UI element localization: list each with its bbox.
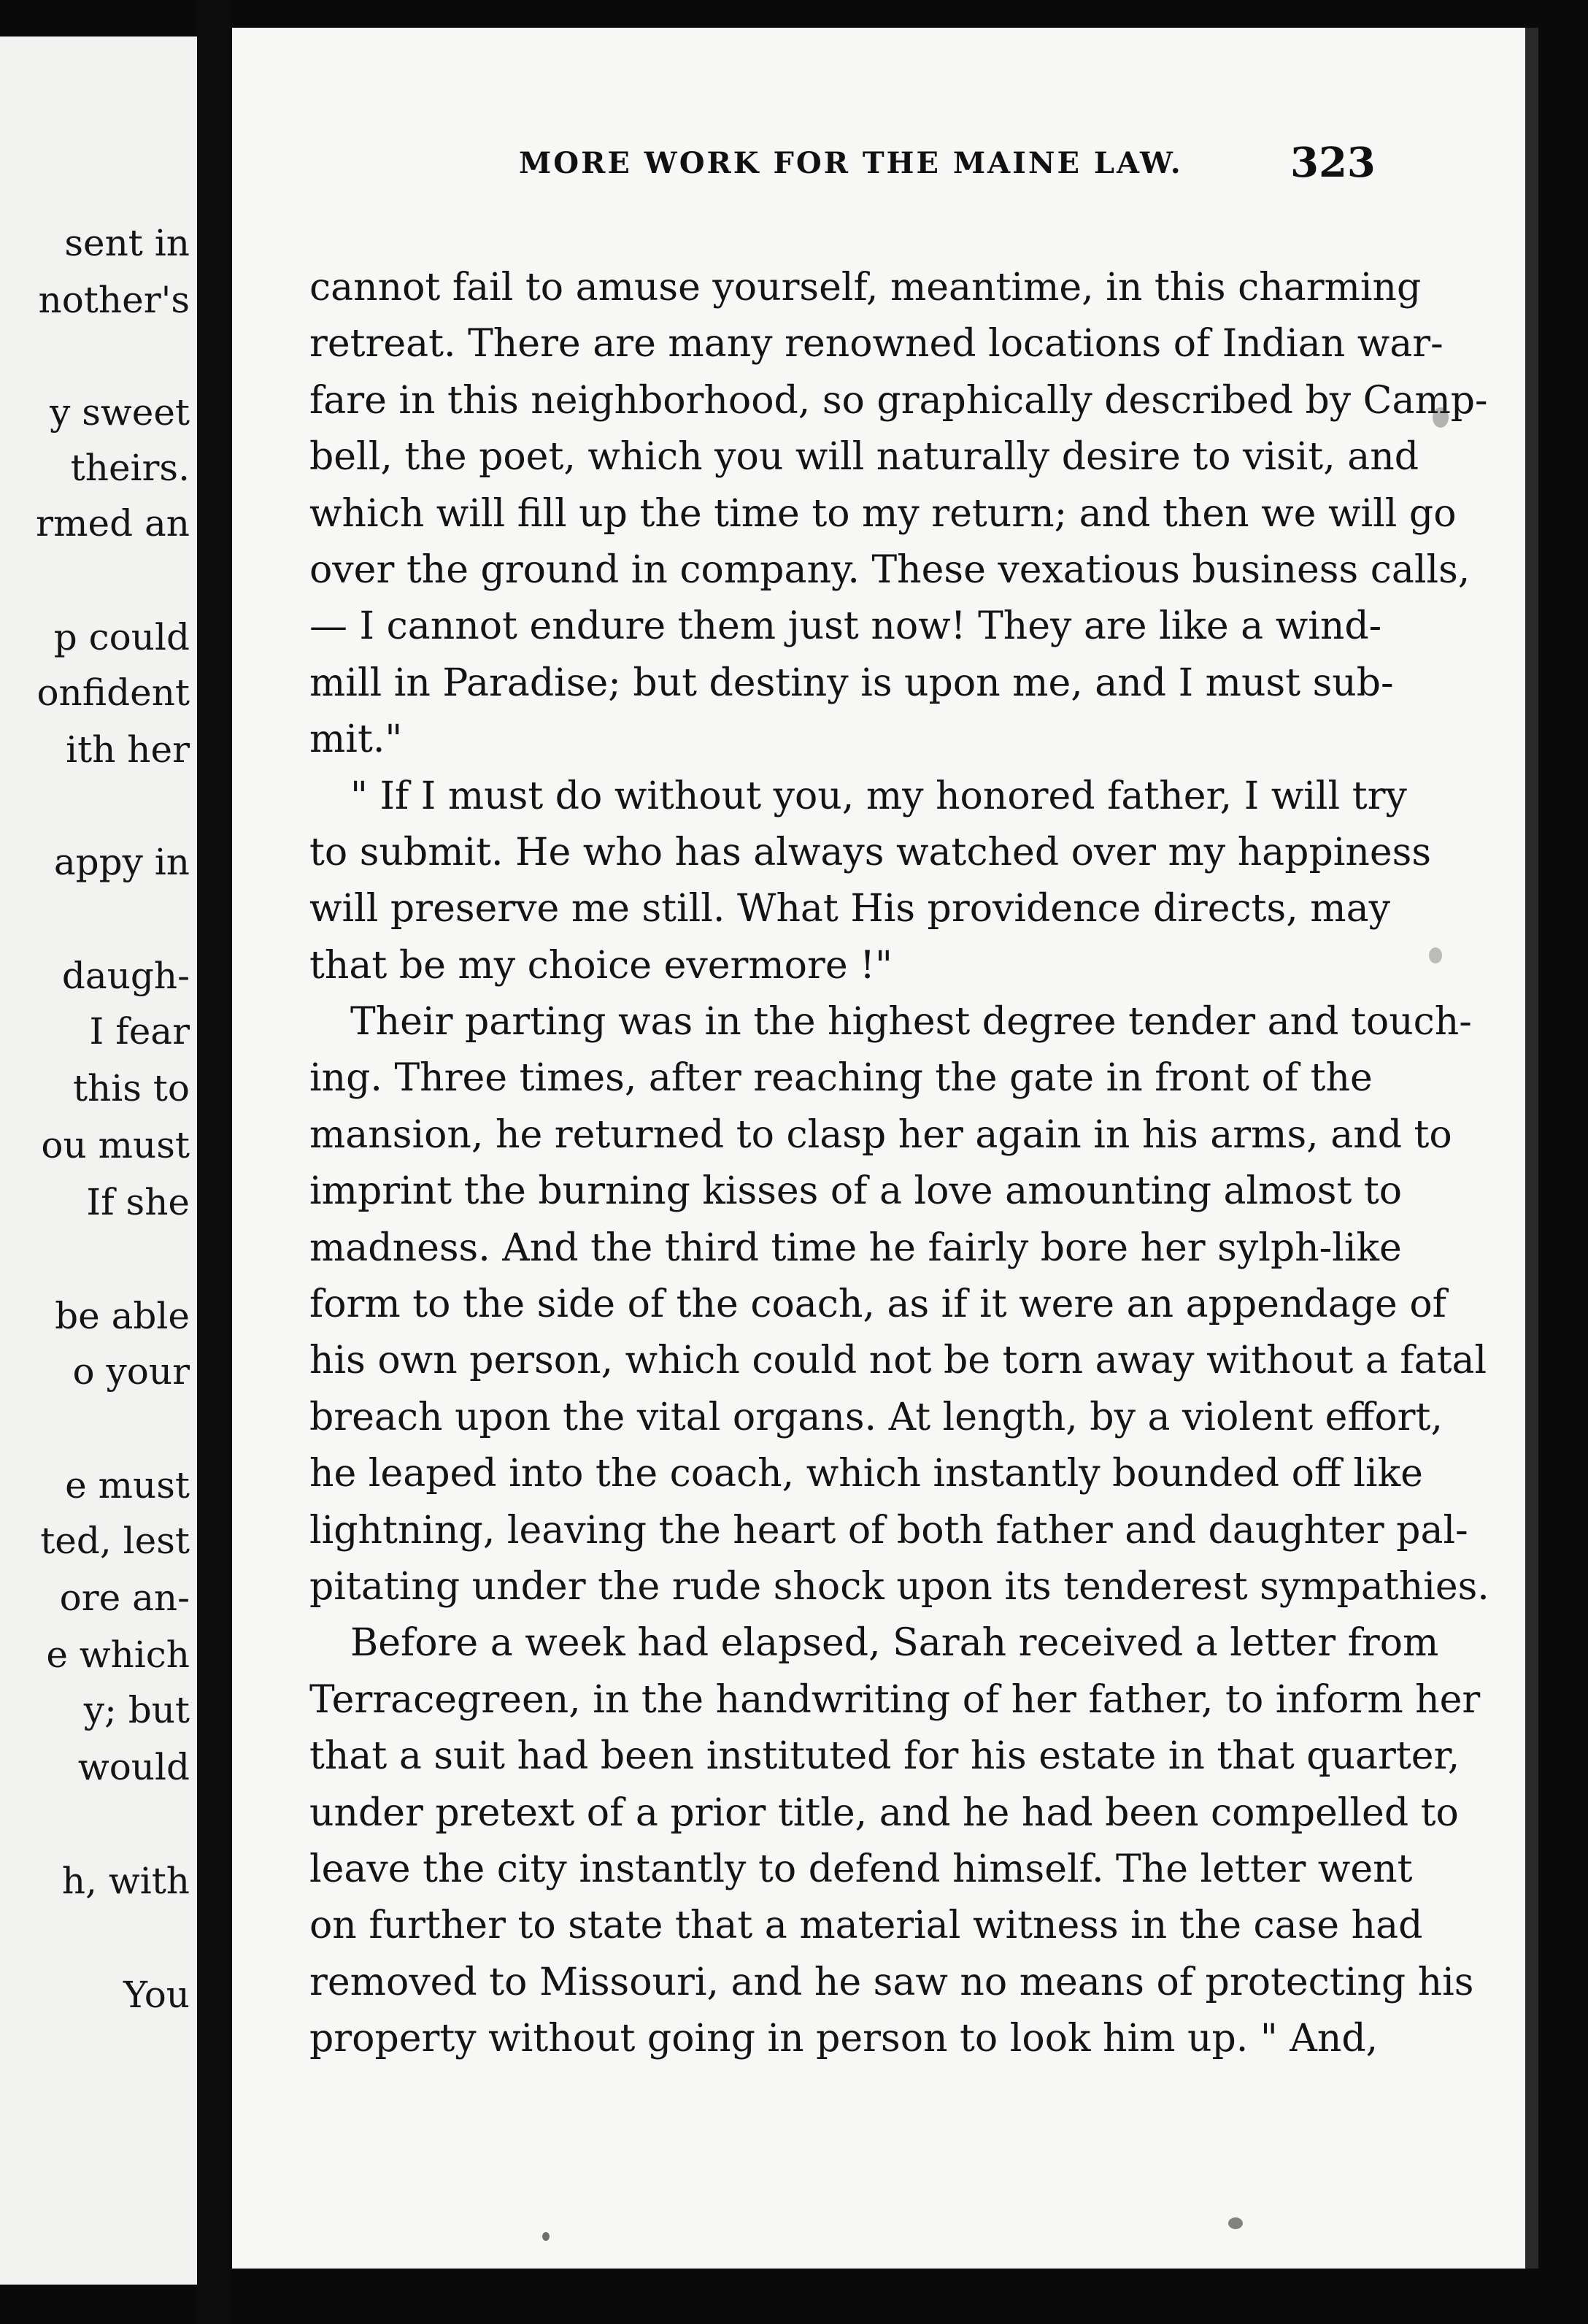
left-page-line: h, with [61,1860,190,1902]
text-line: Their parting was in the highest degree tender and touch- [350,1000,1472,1044]
text-line: fare in this neighborhood, so graphically described by Camp- [309,378,1488,423]
text-line: bell, the poet, which you will naturally desire to visit, and [309,435,1419,480]
text-line: form to the side of the coach, as if it were an appendage of [309,1282,1446,1327]
text-line: property without going in person to look him up. " And, [309,2017,1379,2061]
text-line: mansion, he returned to clasp her again in his arms, and to [309,1112,1452,1157]
left-page-line: If she [86,1181,190,1223]
left-page-line: nother's [38,279,190,321]
text-line: mit." [309,717,403,762]
left-page-line: e which [46,1634,190,1676]
left-page-line: p could [53,616,190,658]
text-line: over the ground in company. These vexatious business calls, [309,547,1471,592]
ink-speck [1228,2217,1243,2229]
text-line: to submit. He who has always watched over my happiness [309,830,1432,874]
page-header [232,139,1376,190]
book-gutter [197,0,232,2324]
left-page-line: would [77,1746,190,1788]
text-line: madness. And the third time he fairly bore her sylph-like [309,1226,1402,1270]
left-page-line: appy in [53,841,190,883]
left-page-line: You [123,1974,190,2016]
text-line: retreat. There are many renowned locations of Indian war- [309,322,1444,366]
text-line: — I cannot endure them just now! They are like a wind- [309,604,1382,649]
left-page-line: I fear [89,1010,190,1053]
text-line: breach upon the vital organs. At length, by a violent effort, [309,1395,1443,1439]
left-page-line: ore an- [59,1577,190,1619]
left-page-line: ou must [41,1124,190,1166]
running-head: MORE WORK FOR THE MAINE LAW. [519,146,1183,180]
text-line: mill in Paradise; but destiny is upon me, and I must sub- [309,661,1394,705]
ink-speck [1433,407,1449,428]
text-line: cannot fail to amuse yourself, meantime, in this charming [309,266,1422,309]
left-page-line: rmed an [36,502,190,545]
text-line: Before a week had elapsed, Sarah received a letter from [350,1621,1439,1666]
left-page-line: y; but [83,1689,190,1731]
ink-speck [542,2232,550,2241]
text-line: " If I must do without you, my honored father, I will try [350,774,1407,818]
text-line: ing. Three times, after reaching the gate in front of the [309,1056,1373,1101]
left-page-line: onfident [36,672,190,714]
ink-speck [1429,947,1442,963]
text-line: under pretext of a prior title, and he had been compelled to [309,1790,1459,1835]
book-page [232,28,1538,2269]
text-line: Terracegreen, in the handwriting of her father, to inform her [309,1677,1481,1722]
text-line: on further to state that a material witness in the case had [309,1904,1423,1948]
left-page-line: o your [72,1350,190,1393]
left-page-line: e must [65,1464,190,1507]
left-page-line: ted, lest [40,1520,190,1562]
text-line: removed to Missouri, and he saw no means of protecting his [309,1960,1474,2004]
left-page-line: daugh- [61,955,190,997]
left-page-fragment [0,36,197,2285]
left-page-line: be able [55,1295,190,1337]
left-page-line: this to [72,1067,190,1109]
text-line: leave the city instantly to defend himself. The letter went [309,1847,1413,1891]
text-line: his own person, which could not be torn away without a fatal [309,1339,1487,1383]
text-line: that a suit had been instituted for his estate in that quarter, [309,1734,1460,1779]
text-line: which will fill up the time to my return; and then we will go [309,491,1457,536]
text-line: pitating under the rude shock upon its tenderest sympathies. [309,1564,1489,1609]
text-line: he leaped into the coach, which instantly bounded off like [309,1452,1423,1496]
body-text [309,260,1489,2068]
text-line: will preserve me still. What His providence directs, may [309,887,1390,931]
page-number: 323 [1290,139,1376,187]
left-page-line: y sweet [50,391,190,434]
text-line: imprint the burning kisses of a love amounting almost to [309,1169,1403,1214]
left-page-line: theirs. [70,447,190,489]
text-line: that be my choice evermore !" [309,943,893,988]
left-page-line: sent in [64,222,190,264]
text-line: lightning, leaving the heart of both father and daughter pal- [309,1508,1468,1552]
left-page-line: ith her [66,728,190,771]
